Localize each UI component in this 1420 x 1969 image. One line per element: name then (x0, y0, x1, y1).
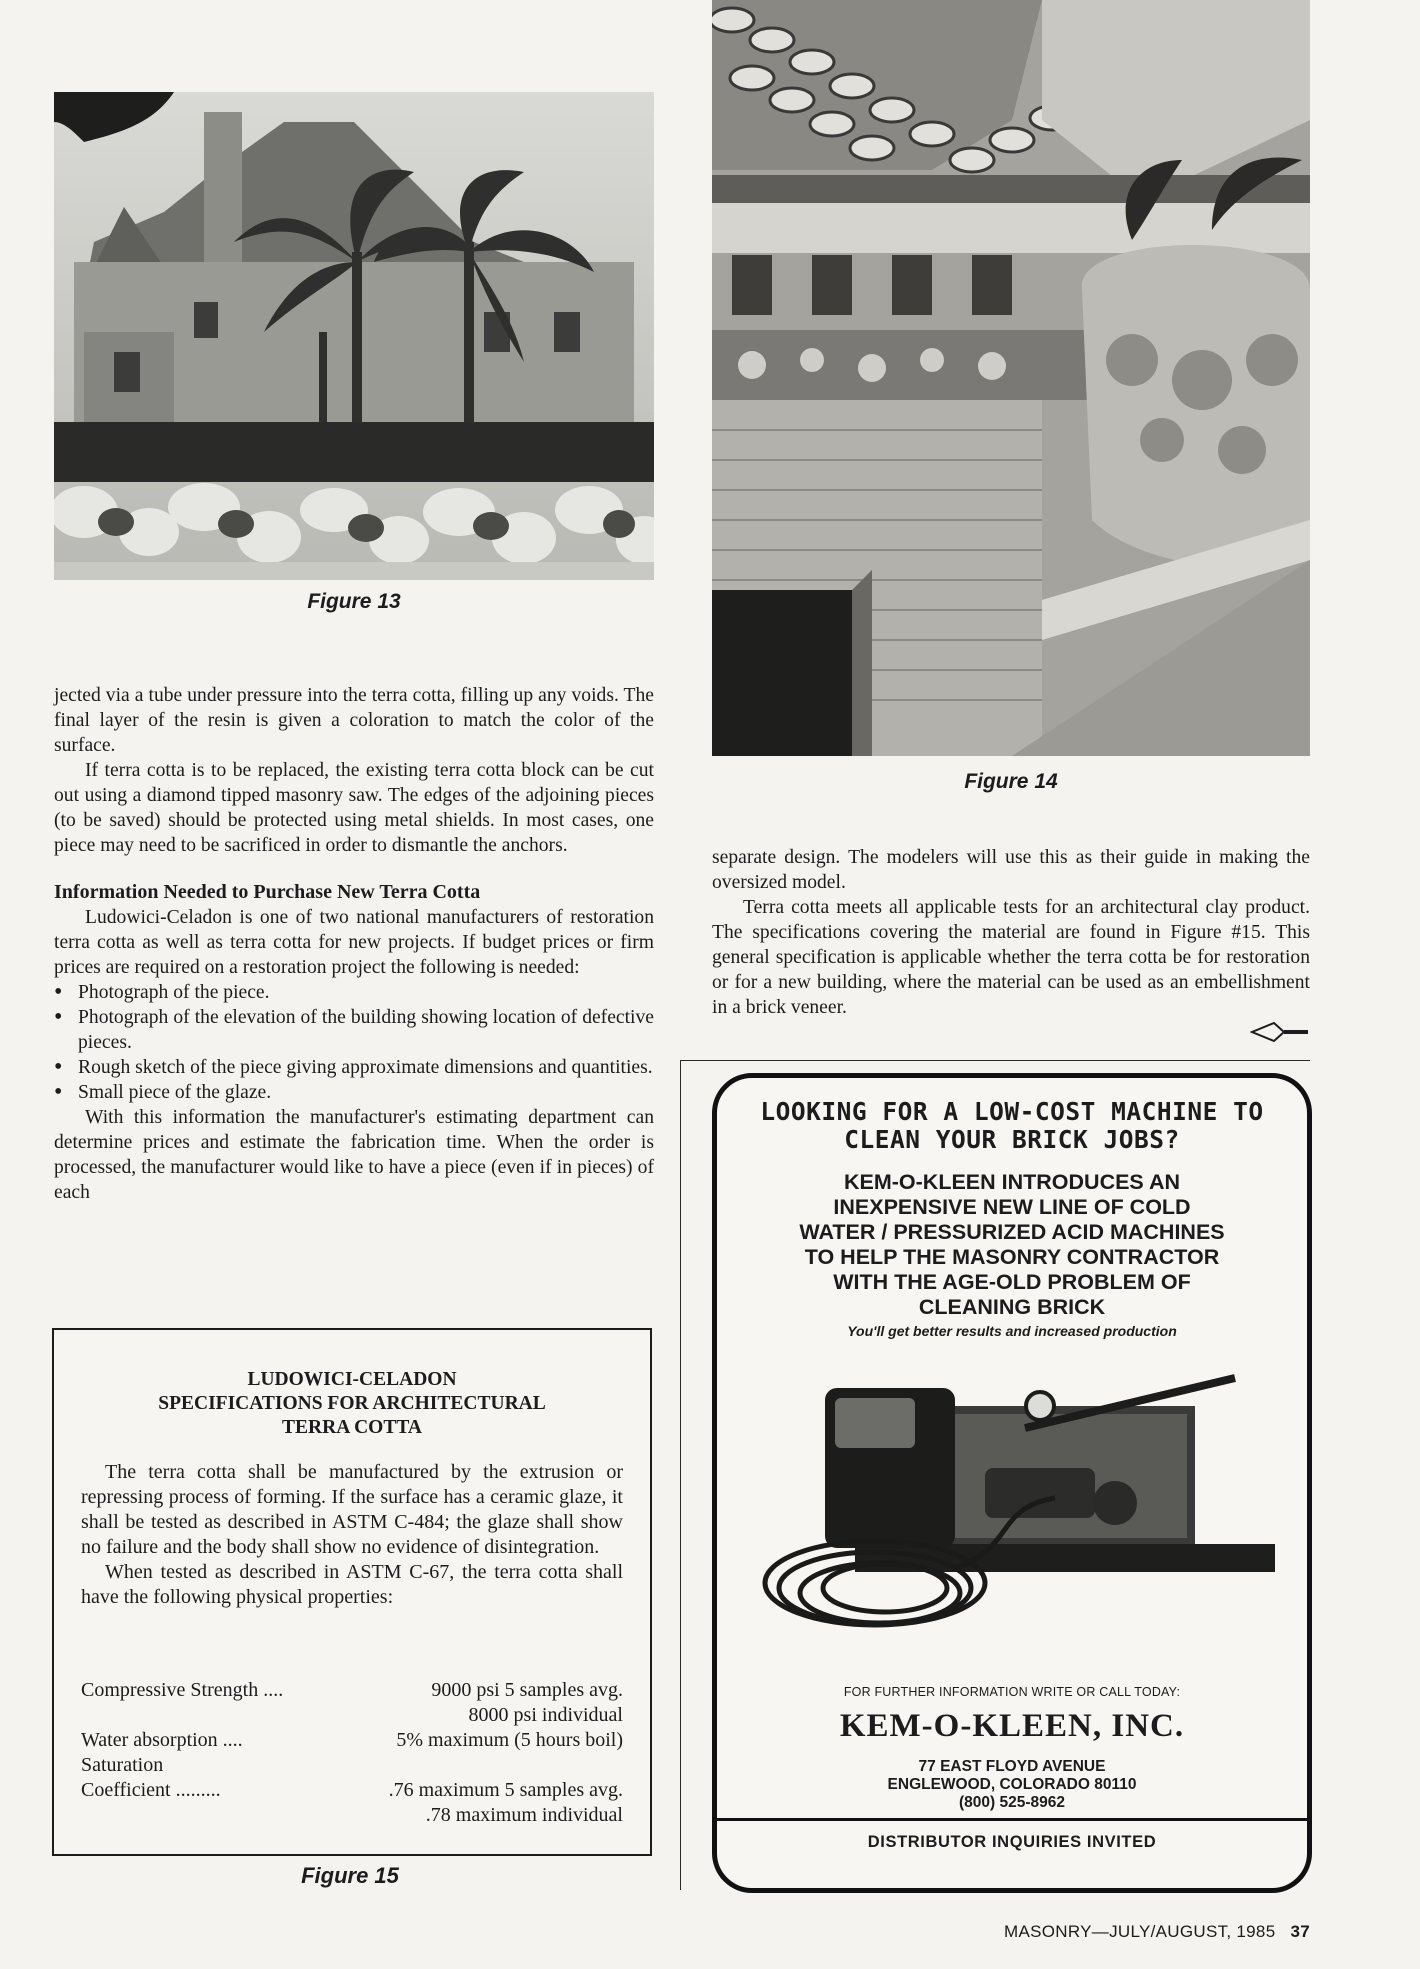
property-label: Compressive Strength .... (81, 1679, 284, 1701)
vertical-divider (680, 1060, 681, 1890)
property-value: 5% maximum (5 hours boil) (396, 1729, 623, 1751)
ad-subhead-line: CLEANING BRICK (918, 1295, 1106, 1319)
spec-title-line-1: LUDOWICI-CELADON (247, 1369, 457, 1390)
ad-subhead-line: WATER / PRESSURIZED ACID MACHINES (799, 1220, 1225, 1244)
publication-line: MASONRY—JULY/AUGUST, 1985 (1004, 1922, 1276, 1941)
list-item: • Photograph of the elevation of the building showing location of defective pieces. (54, 1005, 654, 1055)
specifications-box (52, 1328, 652, 1856)
paragraph-replacement: If terra cotta is to be replaced, the existing terra cotta block can be cut out using a diamond tipped masonry saw. The edges of the adjoining pieces (to be saved) should be protected using metal shields. In most cases, one piece may need to be sacrificed in order to dismantle the anchors. (54, 760, 654, 856)
ad-subhead-line: WITH THE AGE-OLD PROBLEM OF (833, 1270, 1191, 1294)
left-column-text (54, 683, 654, 1205)
spec-title-line-2: SPECIFICATIONS FOR ARCHITECTURAL (158, 1393, 546, 1414)
page-number: 37 (1290, 1922, 1310, 1941)
ad-address-line-2: ENGLEWOOD, COLORADO 80110 (887, 1776, 1137, 1793)
figure-13-photo (54, 92, 654, 580)
list-item: • Photograph of the piece. (54, 980, 654, 1005)
ad-footer-line: DISTRIBUTOR INQUIRIES INVITED (867, 1833, 1157, 1851)
ad-phone: (800) 525-8962 (959, 1794, 1065, 1811)
spec-paragraph-testing: When tested as described in ASTM C-67, the terra cotta shall have the following physical properties: (81, 1561, 623, 1608)
spec-paragraph-manufacture: The terra cotta shall be manufactured by the extrusion or repressing process of forming. If the surface has a ceramic glaze, it shall be tested as described in ASTM C-484; the glaze shall show no failure and the body shall show no evidence of disintegration. (81, 1461, 623, 1558)
ad-info-line: FOR FURTHER INFORMATION WRITE OR CALL TODAY: (843, 1685, 1181, 1699)
ad-address-line-1: 77 EAST FLOYD AVENUE (918, 1758, 1106, 1775)
list-item: • Rough sketch of the piece giving approximate dimensions and quantities. (54, 1055, 654, 1080)
requirements-list (54, 980, 654, 1105)
ad-headline-line-1: LOOKING FOR A LOW-COST MACHINE TO (760, 1097, 1264, 1126)
property-label: Saturation (81, 1754, 164, 1776)
property-value: 9000 psi 5 samples avg. (431, 1679, 623, 1701)
property-saturation-coefficient (81, 1778, 623, 1803)
ad-subhead-line: KEM-O-KLEEN INTRODUCES AN (843, 1170, 1181, 1194)
property-water-absorption (81, 1728, 623, 1753)
spec-body (81, 1460, 623, 1610)
physical-properties (81, 1678, 623, 1828)
right-column-text (712, 845, 1310, 1020)
ad-tagline: You'll get better results and increased production (847, 1323, 1177, 1339)
continue-arrow-icon (1250, 1020, 1310, 1044)
ad-subhead-line: TO HELP THE MASONRY CONTRACTOR (804, 1245, 1220, 1269)
ad-divider (712, 1818, 1312, 1821)
figure-15-caption: Figure 15 (301, 1863, 399, 1888)
list-item: • Small piece of the glaze. (54, 1080, 654, 1105)
ad-subhead-line: INEXPENSIVE NEW LINE OF COLD (833, 1195, 1191, 1219)
pressure-washer-machine-image (755, 1368, 1275, 1648)
property-value: .76 maximum 5 samples avg. (388, 1779, 623, 1801)
ad-headline-line-2: CLEAN YOUR BRICK JOBS? (844, 1125, 1180, 1154)
property-compressive-strength (81, 1678, 623, 1703)
property-value: 8000 psi individual (468, 1704, 623, 1726)
paragraph-estimating: With this information the manufacturer's estimating department can determine prices and estimate the fabrication time. When the order is processed, the manufacturer would like to have a piece (even if in pieces) of each (54, 1107, 654, 1203)
figure-13-caption: Figure 13 (307, 590, 401, 613)
page-footer (900, 1922, 1310, 1942)
kem-o-kleen-advertisement (712, 1073, 1312, 1893)
paragraph-modelers: separate design. The modelers will use this as their guide in making the oversized model. (712, 847, 1310, 893)
paragraph-specifications: Terra cotta meets all applicable tests for an architectural clay product. The specifications covering the material are found in Figure #15. This general specification is applicable whether the terra cotta be for restoration or for a new building, where the material can be used as an embellishment in a brick veneer. (712, 897, 1310, 1018)
spec-title-line-3: TERRA COTTA (282, 1417, 422, 1438)
terra-cotta-cornice-illustration (712, 0, 1310, 756)
property-label: Water absorption .... (81, 1729, 243, 1751)
paragraph-resin: jected via a tube under pressure into the terra cotta, filling up any voids. The final layer of the resin is given a coloration to match the color of the surface. (54, 685, 654, 756)
figure-14-photo (712, 0, 1310, 756)
figure-14-caption: Figure 14 (964, 770, 1058, 793)
property-label: Coefficient ......... (81, 1779, 221, 1801)
paragraph-manufacturer: Ludowici-Celadon is one of two national manufacturers of restoration terra cotta as well as terra cotta for new projects. If budget prices or firm prices are required on a restoration project the following is needed: (54, 907, 654, 978)
mansion-illustration (54, 92, 654, 580)
ad-company-name: KEM-O-KLEEN, INC. (839, 1708, 1185, 1744)
property-value: .78 maximum individual (425, 1804, 623, 1826)
section-heading: Information Needed to Purchase New Terra Cotta (54, 881, 481, 903)
horizontal-divider (680, 1060, 1310, 1061)
